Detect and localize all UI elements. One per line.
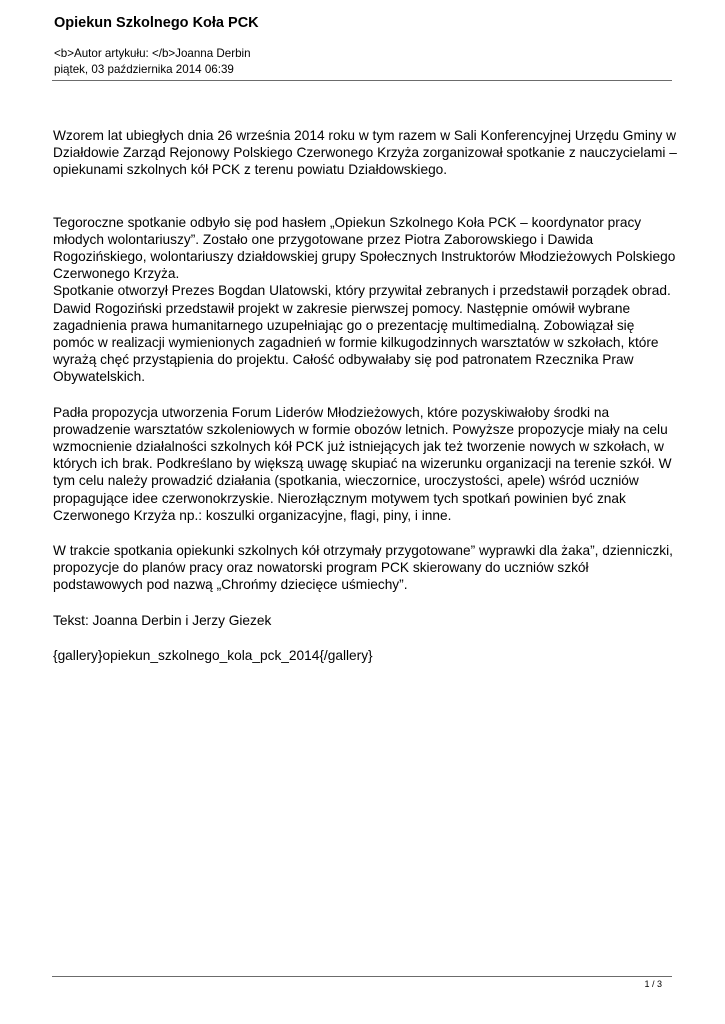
- paragraph-forum: Padła propozycja utworzenia Forum Liderów Młodzieżowych, które pozyskiwałoby środki na prowadzenie warsztatów szkoleniowych w formie obozów letnich. Powyższe propozycje miały na celu wzmocnienie działalności szkolnych kół PCK już istniejących jak też tworzenie nowych w szkołach, w których ich brak. Podkreślano by większą uwagę skupiać na wizerunku organizacji na terenie szkół. W tym celu należy prowadzić działania (spotkania, wieczornice, uroczystości, apele) wśród uczniów propagujące idee czerwonokrzyskie. Nierozłącznym motywem tych spotkań powinien być znak Czerwonego Krzyża np.: koszulki organizacyjne, flagi, piny, i inne.: [53, 404, 672, 523]
- page-number: 1 / 3: [644, 979, 662, 989]
- header-divider: [52, 80, 672, 81]
- paragraph-materials: W trakcie spotkania opiekunki szkolnych kół otrzymały przygotowane” wyprawki dla żaka”, dzienniczki, propozycje do planów pracy oraz nowatorski program PCK skierowany do uczniów szkół podstawowych pod nazwą „Chrońmy dziecięce uśmiechy”.: [53, 543, 673, 593]
- paragraph-authors: Tekst: Joanna Derbin i Jerzy Giezek: [53, 612, 272, 628]
- footer-divider: [52, 976, 672, 977]
- date-line: piątek, 03 października 2014 06:39: [54, 63, 234, 76]
- paragraph-theme: Tegoroczne spotkanie odbyło się pod hasłem „Opiekun Szkolnego Koła PCK – koordynator pracy młodych wolontariuszy”. Zostało one przygotowane przez Piotra Zaborowskiego i Dawida Rogozińskiego, wolontariuszy działdowskiej grupy Społecznych Instruktorów Młodzieżowych Polskiego Czerwonego Krzyża.: [53, 214, 676, 282]
- paragraph-gallery-tag: {gallery}opiekun_szkolnego_kola_pck_2014{/gallery}: [53, 647, 373, 663]
- page-title: Opiekun Szkolnego Koła PCK: [54, 15, 259, 31]
- paragraph-opening: Spotkanie otworzył Prezes Bogdan Ulatowski, który przywitał zebranych i przedstawił porządek obrad. Dawid Rogoziński przedstawił projekt w zakresie pierwszej pomocy. Następnie omówił wybrane zagadnienia prawa humanitarnego uzupełniając go o prezentację multimedialną. Zobowiązał się pomóc w realizacji wymienionych zagadnień w formie kilkugodzinnych warsztatów w szkołach, które wyrażą chęć przystąpienia do projektu. Całość odbywałaby się pod patronatem Rzecznika Praw Obywatelskich.: [53, 283, 671, 385]
- article-meta: [54, 46, 251, 78]
- article-body: [53, 127, 678, 664]
- author-line: <b>Autor artykułu: </b>Joanna Derbin: [54, 47, 251, 60]
- paragraph-intro: Wzorem lat ubiegłych dnia 26 września 2014 roku w tym razem w Sali Konferencyjnej Urzędu Gminy w Działdowie Zarząd Rejonowy Polskiego Czerwonego Krzyża zorganizował spotkanie z nauczycielami – opiekunami szkolnych kół PCK z terenu powiatu Działdowskiego.: [53, 128, 677, 178]
